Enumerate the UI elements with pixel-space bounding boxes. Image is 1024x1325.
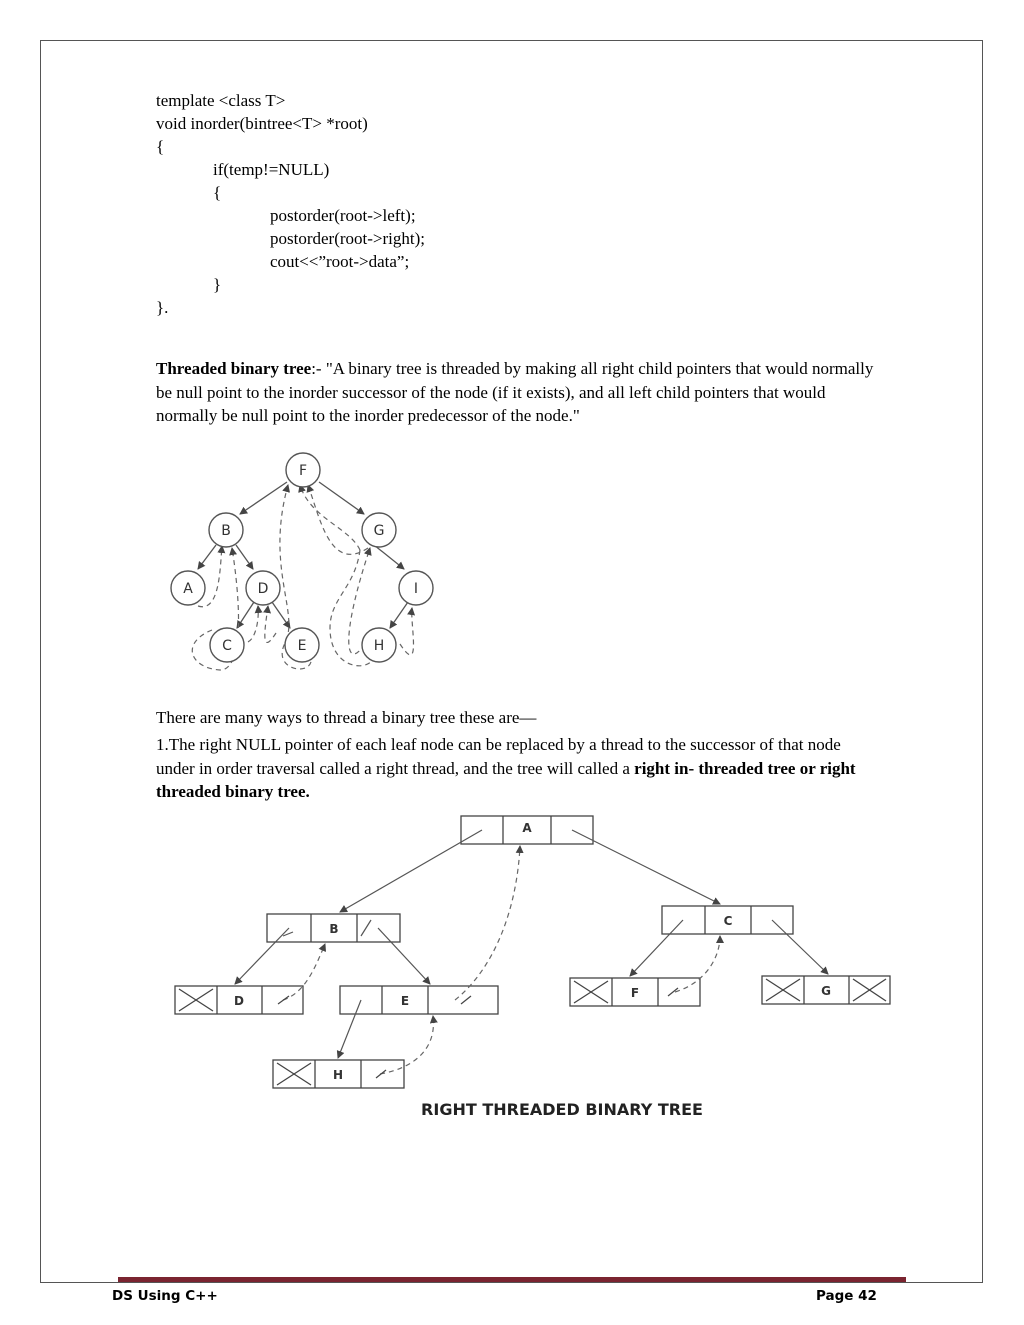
node-label: F — [298, 463, 308, 479]
code-line: void inorder(bintree<T> *root) — [156, 114, 368, 133]
node-label: E — [297, 638, 307, 654]
threaded-definition: :- "A binary tree is threaded by making all right child pointers that would normally be null point to the inorder successor of the node (if it exists), and all left child pointers that would normally be null point to the inorder predecessor of the node." — [156, 359, 874, 425]
node-label: H — [332, 1068, 344, 1082]
code-line: { — [213, 183, 222, 202]
ways-item-1-bold: right in- threaded tree or right threaded binary tree. — [156, 758, 856, 801]
threaded-term: Threaded binary tree — [156, 359, 312, 378]
node-label: C — [222, 638, 232, 654]
footer-bar — [118, 1277, 906, 1282]
node-label: G — [373, 523, 385, 539]
node-label: A — [522, 821, 532, 835]
code-line: }. — [156, 298, 169, 317]
threaded-definition-paragraph — [156, 357, 876, 428]
node-label: G — [821, 984, 831, 998]
code-line: postorder(root->right); — [270, 229, 425, 248]
node-label: B — [329, 922, 339, 936]
right-threaded-tree-figure — [165, 808, 900, 1128]
code-line: { — [156, 137, 165, 156]
threaded-tree-figure — [160, 448, 450, 680]
code-line: } — [213, 275, 222, 294]
ways-item-1 — [156, 733, 876, 804]
ways-intro: There are many ways to thread a binary tree these are— — [156, 708, 537, 727]
code-line: if(temp!=NULL) — [213, 160, 330, 179]
node-label: H — [373, 638, 385, 654]
node-label: D — [257, 581, 269, 597]
node-label: I — [413, 581, 419, 597]
ways-item-1-text: 1.The right NULL pointer of each leaf node can be replaced by a thread to the successor of that node under in order traversal called a right thread, and the tree will called a — [156, 735, 841, 778]
node-label: C — [723, 914, 733, 928]
node-label: F — [630, 986, 640, 1000]
footer-title: DS Using C++ — [112, 1288, 218, 1304]
node-label: D — [234, 994, 244, 1008]
code-block — [156, 89, 425, 319]
node-label: E — [400, 994, 410, 1008]
figure-caption: RIGHT THREADED BINARY TREE — [421, 1100, 703, 1119]
code-line: template <class T> — [156, 91, 286, 110]
node-label: B — [221, 523, 231, 539]
code-line: postorder(root->left); — [270, 206, 416, 225]
page-number: Page 42 — [816, 1288, 877, 1304]
node-label: A — [183, 581, 193, 597]
code-line: cout<<”root->data”; — [270, 252, 410, 271]
